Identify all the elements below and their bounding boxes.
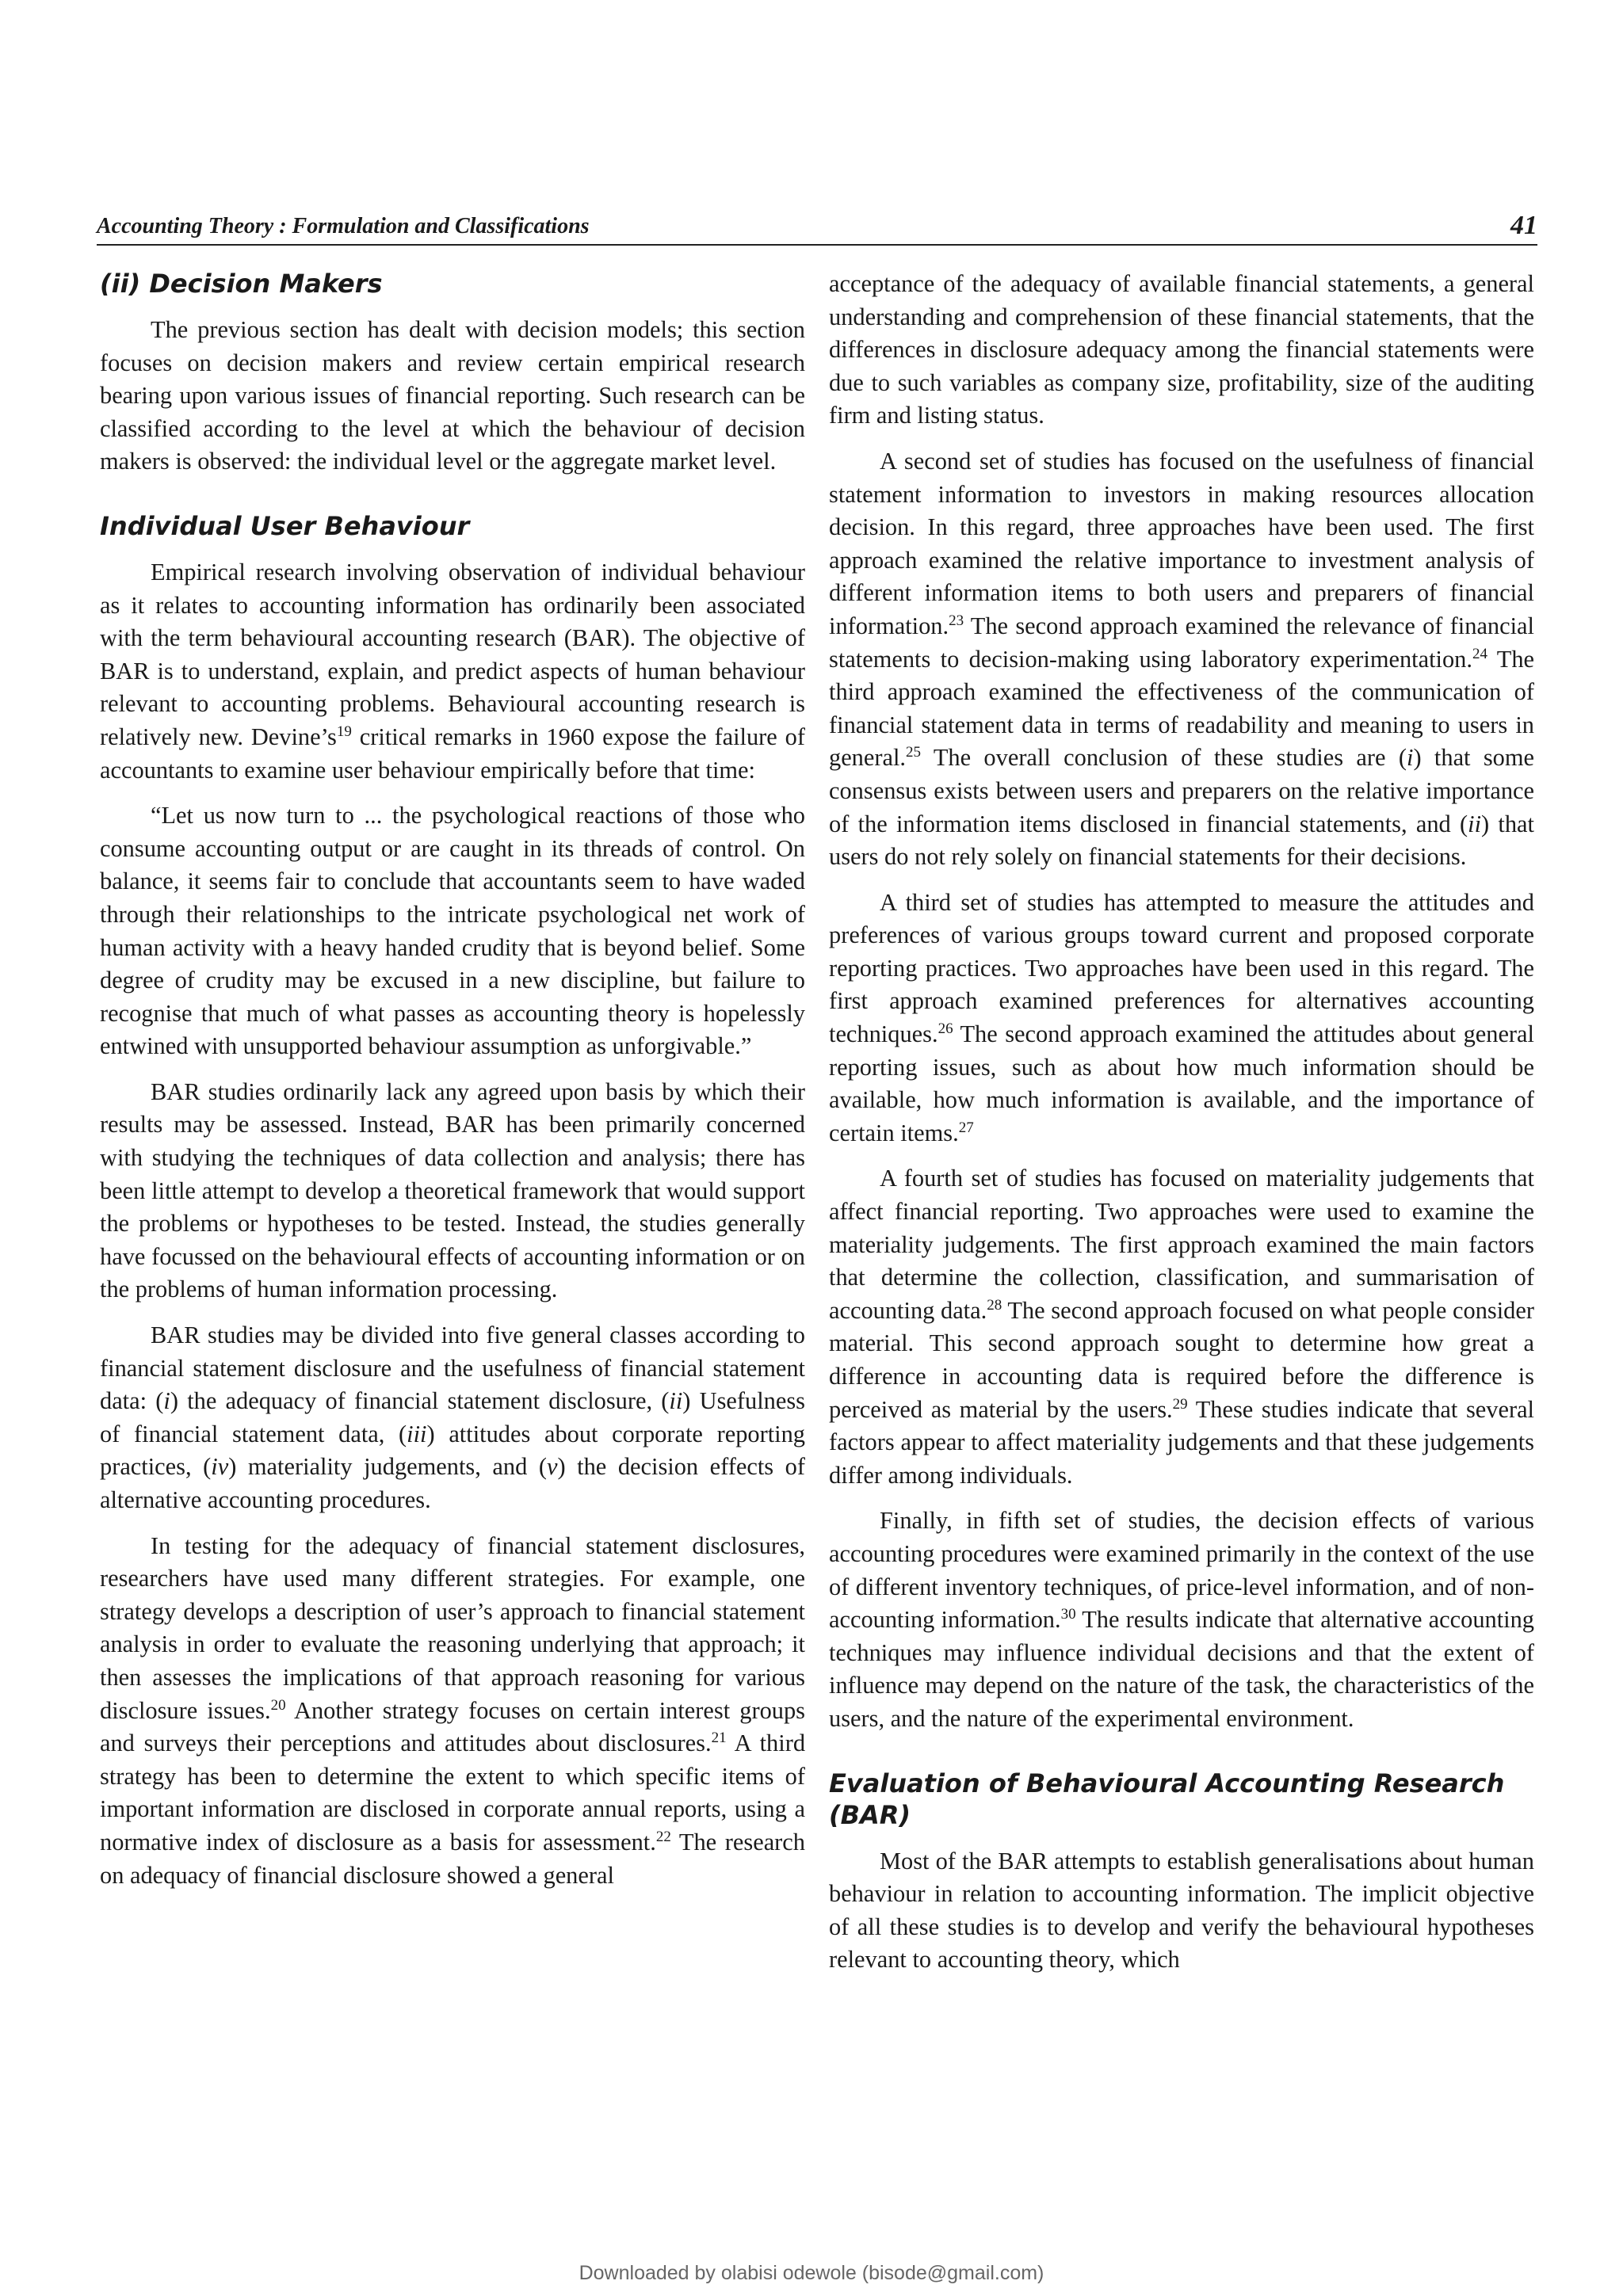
section-heading-evaluation-bar: Evaluation of Behavioural Accounting Research (BAR)	[829, 1768, 1505, 1830]
left-column	[100, 268, 805, 1905]
paragraph-text: acceptance of the adequacy of available financial statements, a general understanding and comprehension of these financial statements, that the differences in disclosure adequacy among the financial statements were due to such variables as company size, profitability, size of the auditing firm and listing status.	[829, 270, 1534, 429]
paragraph-text: The results indicate that alternative accounting techniques may influence individual decisions and that the extent of influence may depend on the nature of the task, the characteristics of the users, and the nature of the experimental environment.	[829, 1606, 1534, 1732]
paragraph-text: The previous section has dealt with decision models; this section focuses on decision makers and review certain empirical research bearing upon various issues of financial reporting. Such research can be classified according to the level at which the behaviour of decision makers is observed: the individual level or the aggregate market level.	[100, 316, 805, 475]
footnote-ref: 22	[655, 1828, 671, 1845]
paragraph-text: Finally, in fifth set of studies, the decision effects of various accounting procedures were examined primarily in the context of the use of different inventory techniques, of price-level information, and of non-accounting information.	[829, 1507, 1534, 1634]
footnote-ref: 25	[906, 744, 922, 761]
footnote-ref: 21	[711, 1730, 727, 1747]
paragraph-text: The second approach examined the relevance of financial statements to decision-making using laboratory experimentation.	[829, 612, 1534, 673]
paragraph-text: A second set of studies has focused on the usefulness of financial statement information to investors in making resources allocation decision. In this regard, three approaches have been used. The first approach examined the relative importance to investment analysis of different information items to both users and preparers of financial information.	[829, 447, 1534, 639]
roman-numeral: i	[1407, 744, 1414, 772]
paragraph-text: ) that some consensus exists between users and preparers on the relative importance of the information items disclosed in financial statements, and (	[829, 744, 1534, 837]
paragraph-text: These studies indicate that several factors appear to affect materiality judgements and that these judgements differ among individuals.	[829, 1395, 1534, 1489]
footnote-ref: 29	[1172, 1395, 1188, 1413]
paragraph	[829, 1845, 1534, 1977]
roman-numeral: ii	[669, 1387, 683, 1415]
paragraph	[100, 1076, 805, 1306]
paragraph-text: A third set of studies has attempted to measure the attitudes and preferences of various groups toward current and proposed corporate reporting practices. Two approaches have been used in this regard. The first approach examined preferences for alternatives accounting techniques.	[829, 888, 1534, 1048]
roman-numeral: i	[163, 1387, 170, 1415]
paragraph-text: A fourth set of studies has focused on materiality judgements that affect financial reporting. Two approaches were used to examine the materiality judgements. The first approach examined the main factors that determine the collection, classification, and summarisation of accounting data.	[829, 1165, 1534, 1324]
quote-text: “Let us now turn to ... the psychological reactions of those who consume accounting output or are caught in its threads of control. On balance, it seems fair to conclude that accountants seem to have waded through their relationships to the intricate psychological net work of human activity with a heavy handed crudity that is beyond belief. Some degree of crudity may be excused in a new discipline, but failure to recognise that much of what passes as accounting theory is hopelessly entwined with unsupported behaviour assumption as unforgivable.”	[100, 802, 805, 1060]
section-heading-individual-user-behaviour: Individual User Behaviour	[100, 510, 470, 541]
paragraph	[100, 556, 805, 787]
paragraph-text: critical remarks in 1960 expose the failure of accountants to examine user behaviour empirically before that time:	[100, 723, 806, 784]
paragraph-text: Another strategy focuses on certain interest groups and surveys their perceptions and attitudes about disclosures.	[100, 1696, 805, 1757]
roman-numeral: ii	[1468, 810, 1482, 837]
page-number: 41	[1510, 211, 1537, 240]
paragraph-text: The second approach focused on what people consider material. This second approach sought to determine how great a difference in accounting data is required before the difference is perceived as material by the users.	[829, 1296, 1534, 1423]
footnote-ref: 27	[958, 1119, 974, 1136]
footnote-ref: 20	[270, 1696, 286, 1714]
paragraph-text: BAR studies may be divided into five general classes according to financial statement disclosure and the usefulness of financial statement data: (	[100, 1322, 805, 1415]
paragraph	[100, 1530, 805, 1893]
footnote-ref: 26	[938, 1020, 953, 1037]
paragraph	[100, 1319, 805, 1517]
paragraph-text: ) attitudes about corporate reporting practices, (	[100, 1420, 805, 1481]
paragraph-text: ) materiality judgements, and (	[228, 1453, 547, 1481]
paragraph-text: The third approach examined the effectiveness of the communication of financial statement data in terms of readability and meaning to users in general.	[829, 645, 1535, 772]
paragraph-text: ) Usefulness of financial statement data, (	[100, 1387, 805, 1447]
paragraph-text: Most of the BAR attempts to establish generalisations about human behaviour in relation to accounting information. The implicit objective of all these studies is to develop and verify the behavioural hypotheses relevant to accounting theory, which	[829, 1847, 1534, 1974]
running-title: Accounting Theory : Formulation and Classifications	[97, 214, 590, 238]
roman-numeral: iv	[211, 1453, 229, 1481]
paragraph-text: ) the decision effects of alternative accounting procedures.	[100, 1453, 805, 1513]
paragraph	[829, 1162, 1534, 1492]
footnote-ref: 30	[1060, 1606, 1076, 1623]
paragraph-text: The overall conclusion of these studies are (	[921, 744, 1407, 772]
roman-numeral: v	[546, 1453, 558, 1481]
paragraph-text: ) the adequacy of financial statement disclosure, (	[170, 1387, 670, 1415]
download-footer: Downloaded by olabisi odewole (bisode@gmail.com)	[579, 2262, 1044, 2284]
footnote-ref: 19	[336, 723, 352, 740]
paragraph-text: The second approach examined the attitudes about general reporting issues, such as about how much information should be available, how much information is available, and the importance of certain items.	[829, 1020, 1534, 1146]
paragraph-text: In testing for the adequacy of financial statement disclosures, researchers have used many different strategies. For example, one strategy develops a description of user’s approach to financial statement analysis in order to evaluate the reasoning underlying that approach; it then assesses the implications of that approach reasoning for various disclosure issues.	[100, 1531, 805, 1724]
paragraph-text: ) that users do not rely solely on financial statements for their decisions.	[829, 810, 1534, 871]
section-heading-decision-makers: (ii) Decision Makers	[100, 269, 383, 299]
paragraph	[829, 445, 1534, 874]
paragraph-continued	[829, 268, 1534, 433]
right-column	[829, 268, 1534, 1989]
footnote-ref: 24	[1472, 645, 1487, 662]
paragraph-text: The research on adequacy of financial disclosure showed a general	[100, 1828, 805, 1889]
block-quote	[100, 799, 805, 1063]
paragraph	[829, 1505, 1534, 1735]
running-header	[97, 211, 1537, 246]
paragraph-text: Empirical research involving observation of individual behaviour as it relates to accounting information has ordinarily been associated with the term behavioural accounting research (BAR). The objective of BAR is to understand, explain, and predict aspects of human behaviour relevant to accounting problems. Behavioural accounting research is relatively new. Devine’s	[100, 558, 805, 750]
footnote-ref: 23	[949, 612, 964, 629]
paragraph	[100, 314, 805, 479]
footnote-ref: 28	[987, 1296, 1002, 1314]
paragraph-text: BAR studies ordinarily lack any agreed upon basis by which their results may be assessed. Instead, BAR has been primarily concerned with studying the techniques of data collection and analysis; there has been little attempt to develop a theoretical framework that would support the problems or hypotheses to be tested. Instead, the studies generally have focussed on the behavioural effects of accounting information or on the problems of human information processing.	[100, 1077, 805, 1303]
roman-numeral: iii	[407, 1420, 427, 1447]
paragraph	[829, 887, 1534, 1150]
paragraph-text: A third strategy has been to determine the extent to which specific items of important information are disclosed in corporate annual reports, using a normative index of disclosure as a basis for assessment.	[100, 1730, 806, 1855]
